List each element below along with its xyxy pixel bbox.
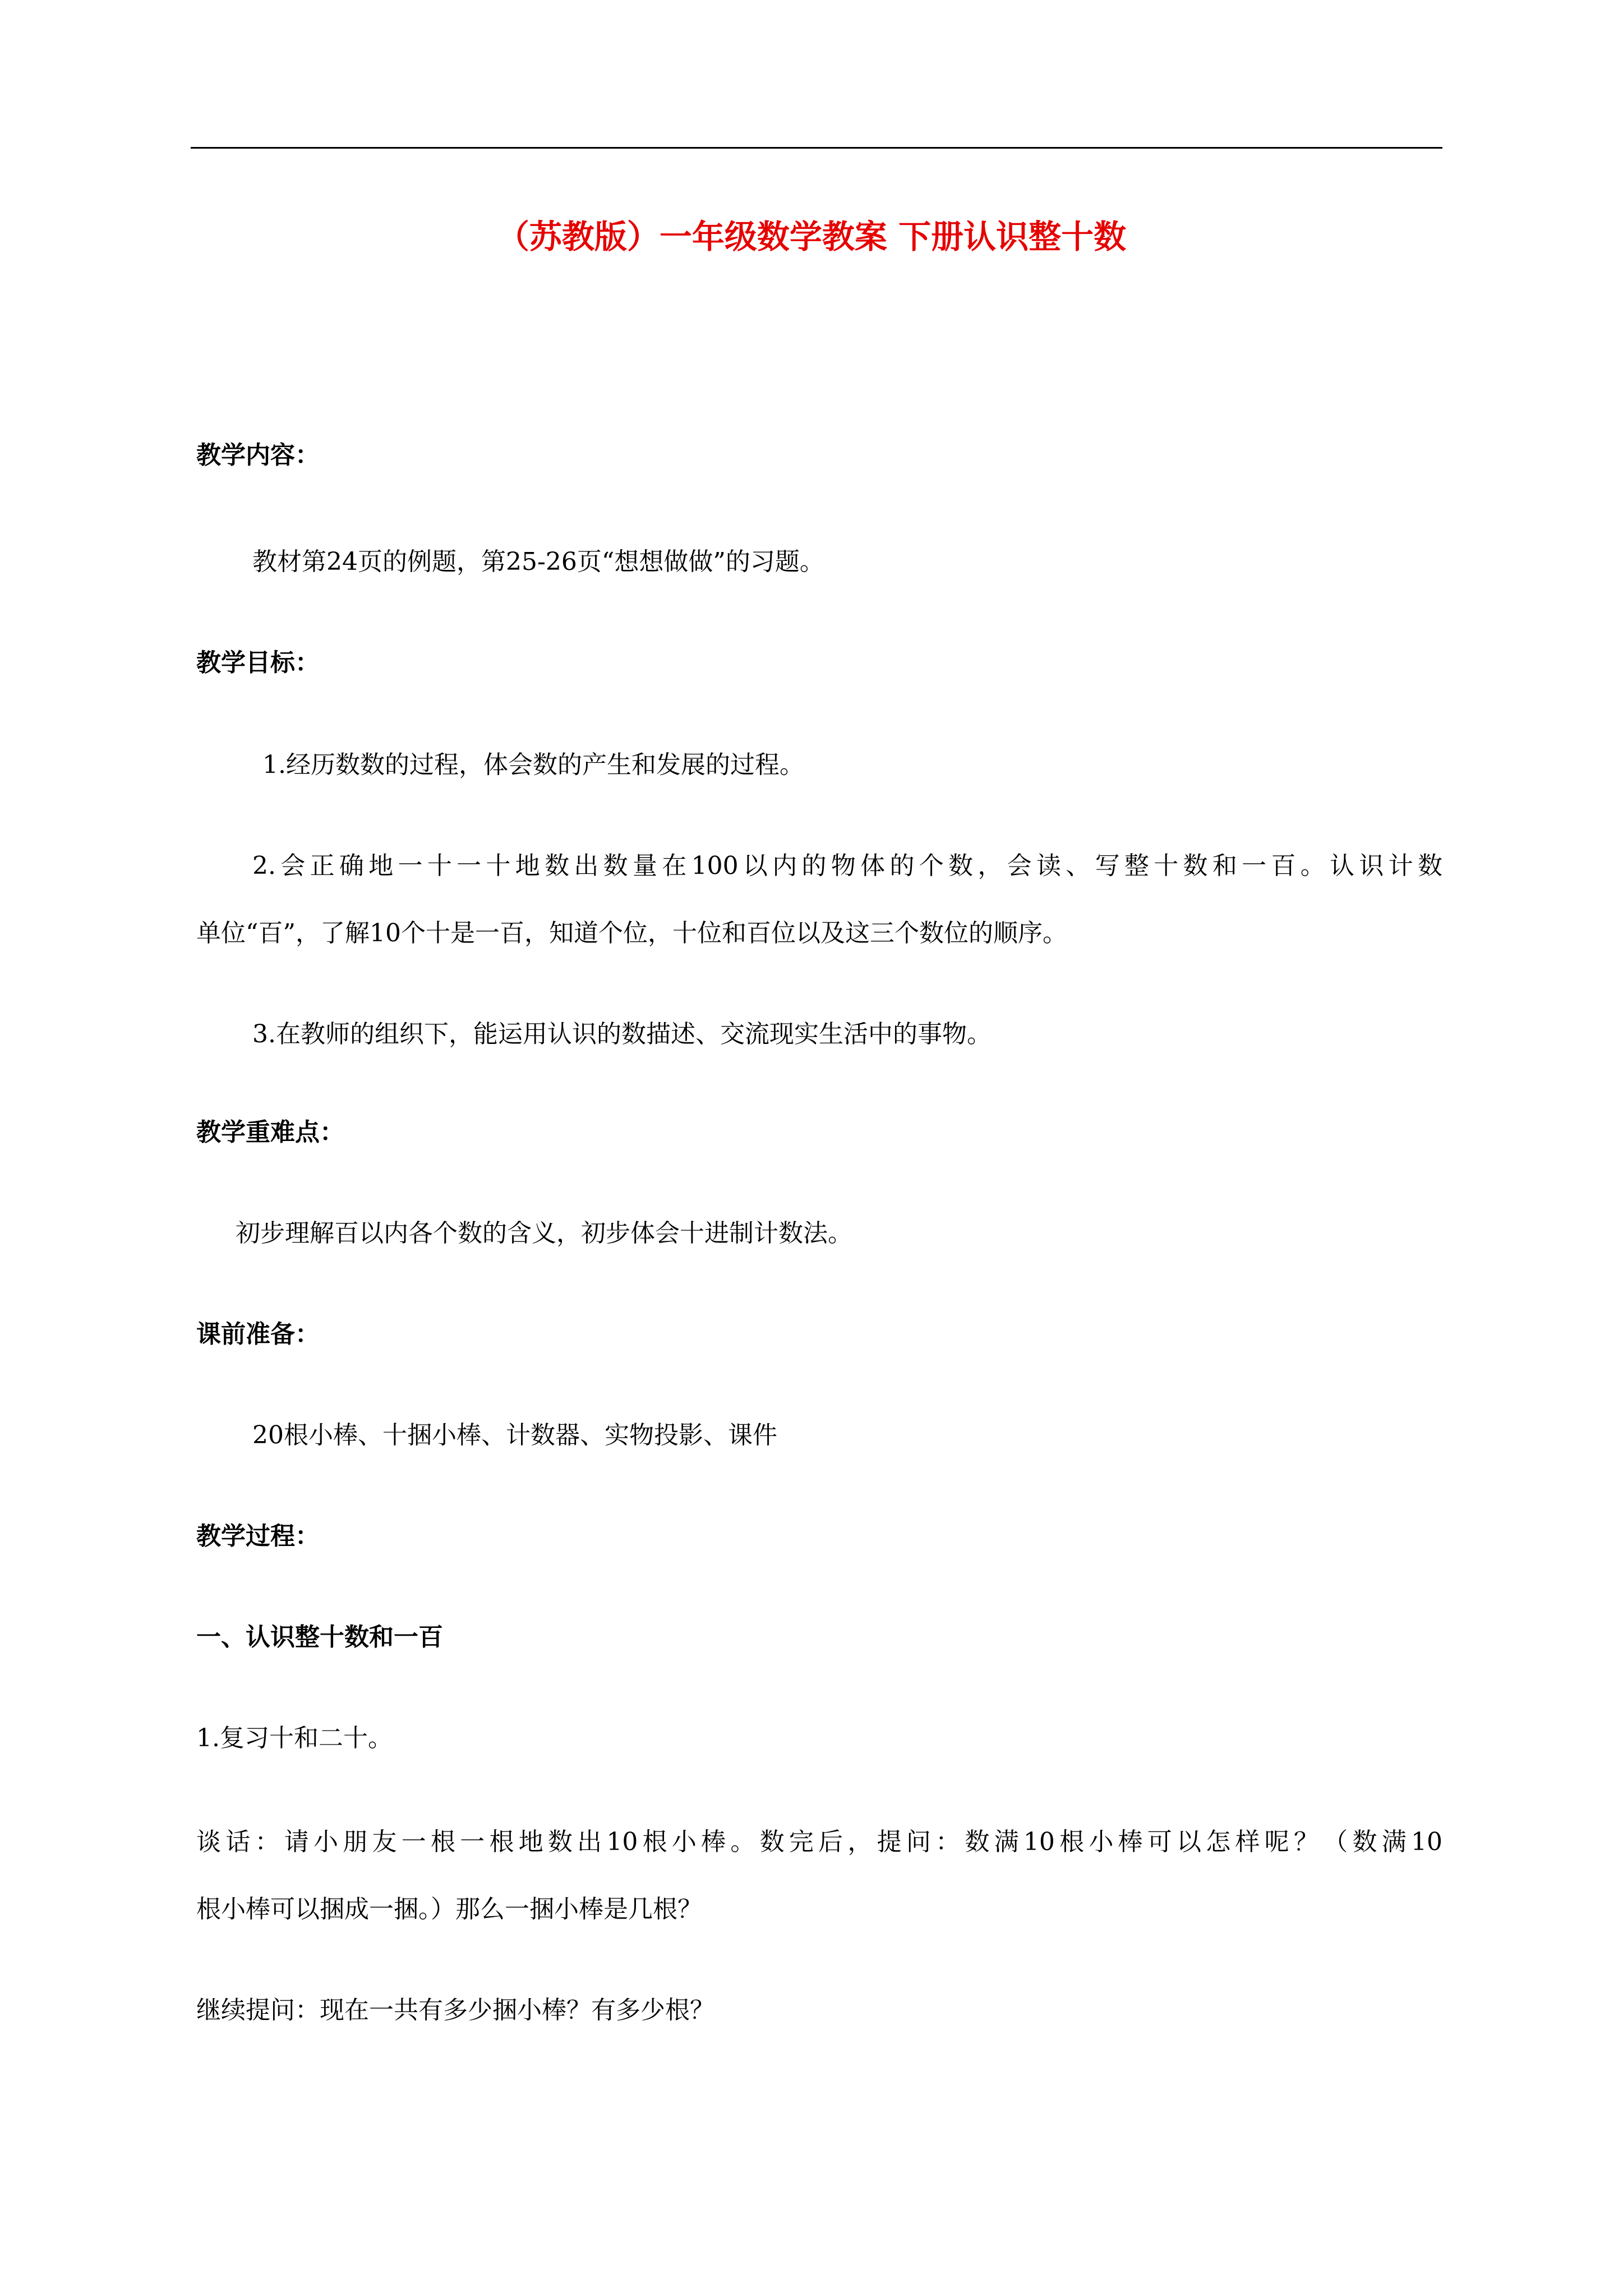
followup-text: 继续提问：现在一共有多少捆小棒？有多少根？ [196,1996,714,2024]
prep-heading: 课前准备： [196,1320,320,1349]
goals-heading: 教学目标： [196,648,320,677]
keypoints-heading: 教学重难点： [196,1118,344,1147]
document-title: （苏教版）一年级数学教案 下册认识整十数 [496,218,1127,256]
process-heading: 教学过程： [196,1522,320,1550]
goal-1-text: 1.经历数数的过程，体会数的产生和发展的过程。 [262,751,804,779]
goal-2-line-2: 单位“百”，了解10个十是一百，知道个位，十位和百位以及这三个数位的顺序。 [196,919,1067,947]
prep-text: 20根小棒、十捆小棒、计数器、实物投影、课件 [252,1421,777,1450]
goal-2-line-1: 2.会正确地一十一十地数出数量在100以内的物体的个数，会读、写整十数和一百。认识计数 [252,852,1442,880]
talk-line-2: 根小棒可以捆成一捆。）那么一捆小棒是几根？ [196,1895,702,1924]
goal-3-text: 3.在教师的组织下，能运用认识的数描述、交流现实生活中的事物。 [252,1020,992,1048]
keypoints-text: 初步理解百以内各个数的含义，初步体会十进制计数法。 [236,1219,852,1248]
header-rule [191,147,1442,149]
step-1-text: 1.复习十和二十。 [196,1724,393,1752]
talk-line-1: 谈话：请小朋友一根一根地数出10根小棒。数完后，提问：数满10根小棒可以怎样呢？（数满10 [196,1828,1442,1856]
part-1-heading: 一、认识整十数和一百 [196,1623,443,1651]
content-text: 教材第24页的例题，第25-26页“想想做做”的习题。 [252,547,824,576]
content-heading: 教学内容： [196,441,320,470]
